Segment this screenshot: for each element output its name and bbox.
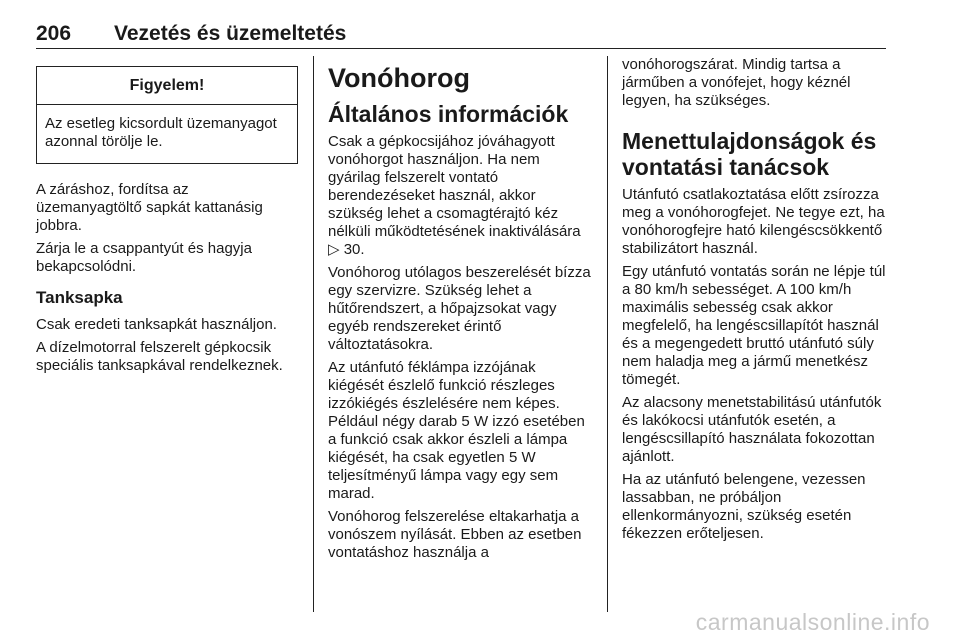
speed-limit-text: Egy utánfutó vontatás során ne lépje túl a 80 km/h sebességet. A 100 km/h maximális sebesség csak akkor megfelelő, ha lengéscsillapítót használ és a megengedett bruttó utánfutó súly nem haladja meg a jármű menetkész tömegét. (622, 263, 886, 388)
general-info-text (328, 133, 592, 259)
general-info-heading: Általános információk (328, 101, 569, 127)
left-column (36, 56, 298, 380)
column-divider-left (313, 56, 314, 612)
bulb-detection-text: Az utánfutó féklámpa izzójának kiégését észlelő funkció részleges izzókiégés észlelésére nem képes. Például négy darab 5 W izzó esetében a funkció csak akkor észleli a lámpa kiégését, ha csak egyetlen 5 W teljesítményű lámpa vagy egy sem marad. (328, 359, 585, 502)
continued-text: vonóhorogszárat. Mindig tartsa a járműben a vonófejet, hogy kéznél legyen, ha szükséges. (622, 56, 851, 109)
watermark: carmanualsonline.info (695, 609, 930, 635)
warning-text: Az esetleg kicsordult üzemanyagot azonnal törölje le. (45, 115, 277, 150)
tow-eye-text: Vonóhorog felszerelése eltakarhatja a vonószem nyílását. Ebben az esetben vontatáshoz használja a (328, 508, 582, 561)
general-info-body: Csak a gépkocsijához jóváhagyott vonóhorgot használjon. Ha nem gyárilag felszerelt vontató berendezéseket használ, akkor szükség lehet a csomagtérajtó kéz nélküli működtetésének inaktiválására (328, 133, 581, 240)
middle-column (328, 56, 592, 567)
page-number: 206 (36, 22, 72, 45)
warning-title: Figyelem! (37, 67, 297, 105)
tanksapka-text-2: A dízelmotorral felszerelt gépkocsik speciális tanksapkával rendelkeznek. (36, 339, 283, 374)
page-ref-arrow-icon[interactable]: ▷ (328, 241, 340, 258)
closing-instruction: A záráshoz, fordítsa az üzemanyagtöltő sapkát kattanásig jobbra. (36, 181, 263, 234)
flap-instruction: Zárja le a csappantyút és hagyja bekapcsolódni. (36, 240, 252, 275)
sway-text: Ha az utánfutó belengene, vezessen lassabban, ne próbáljon ellenkormányozni, szükség esetén fékezzen erőteljesen. (622, 471, 866, 542)
installation-text: Vonóhorog utólagos beszerelését bízza egy szervizre. Szükség lehet a hűtőrendszert, a hőpajzsokat vagy egyéb rendszereket érintő változtatásokra. (328, 264, 591, 353)
stability-text: Az alacsony menetstabilitású utánfutók és lakókocsi utánfutók esetén, a lengéscsillapító használata fokozottan ajánlott. (622, 394, 882, 465)
driving-tips-heading: Menettulajdonságok és vontatási tanácsok (622, 128, 877, 180)
column-divider-right (607, 56, 608, 612)
section-title: Vezetés és üzemeltetés (114, 22, 347, 45)
right-column (622, 56, 888, 548)
tanksapka-heading: Tanksapka (36, 288, 123, 307)
page-ref-number: 30. (343, 241, 365, 258)
chapter-heading: Vonóhorog (328, 63, 470, 93)
warning-box (36, 66, 298, 164)
page-header (36, 20, 886, 49)
grease-text: Utánfutó csatlakoztatása előtt zsírozza meg a vonóhorogfejet. Ne tegye ezt, ha vonóhorogfejre ható kilengéscsökkentő stabilizátort használ. (622, 186, 885, 257)
tanksapka-text-1: Csak eredeti tanksapkát használjon. (36, 316, 277, 333)
